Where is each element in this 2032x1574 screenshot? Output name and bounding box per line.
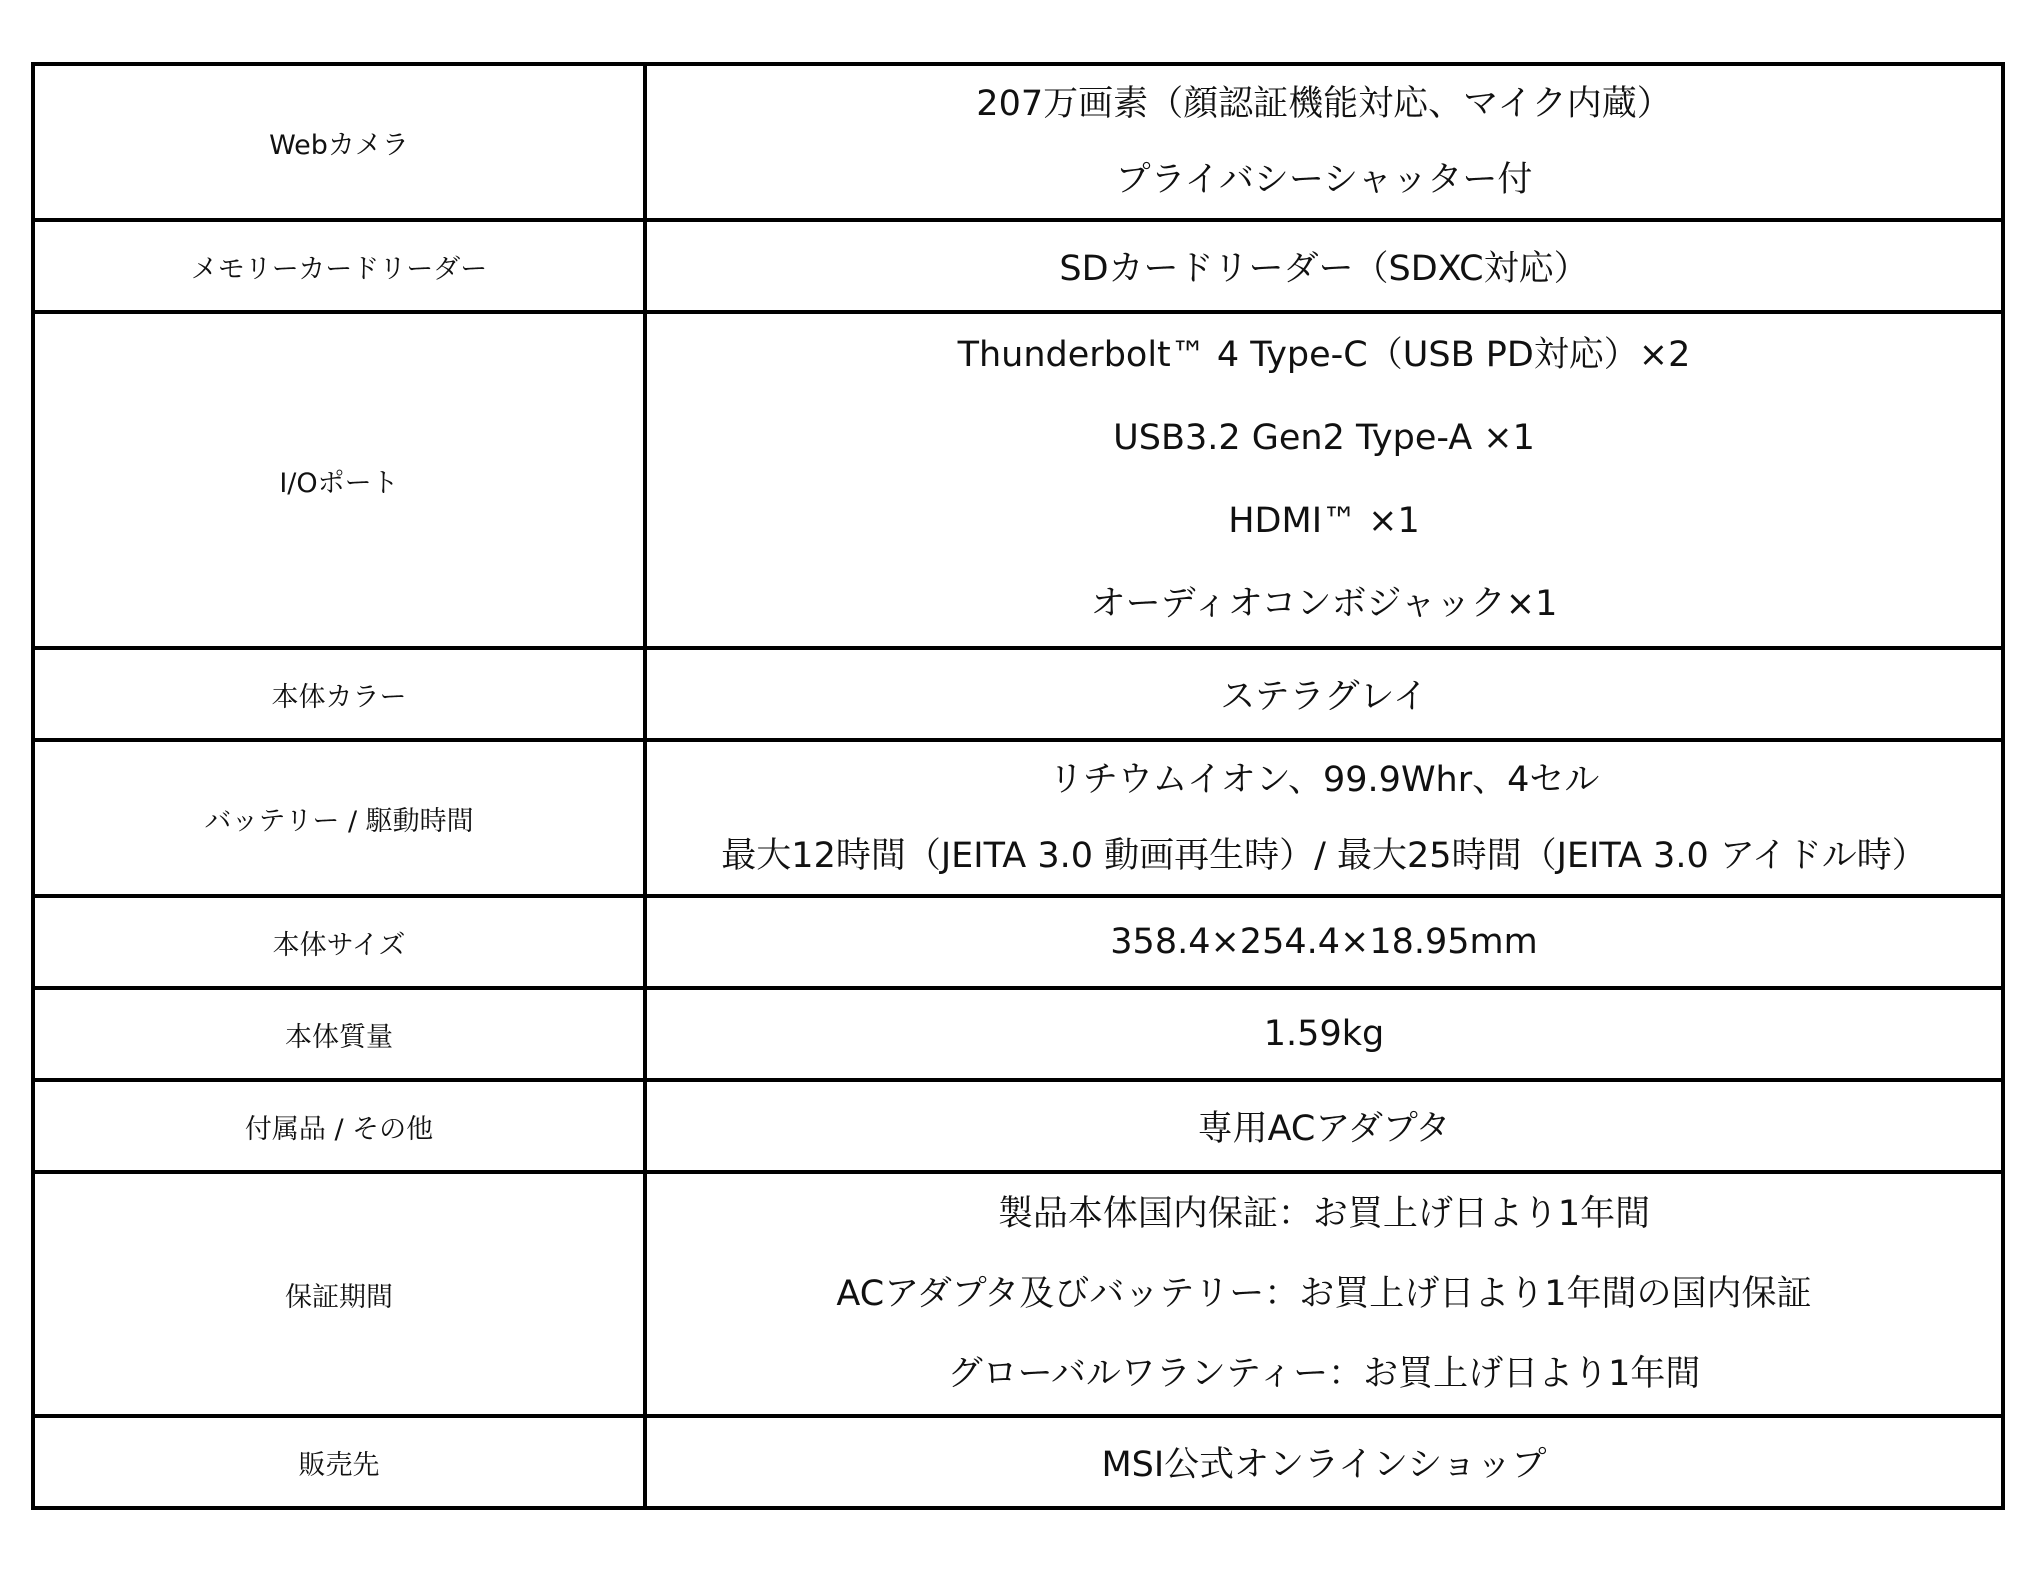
spec-label: I/Oポート: [33, 312, 645, 648]
spec-value: [645, 1080, 2003, 1172]
spec-value: [645, 1416, 2003, 1508]
spec-value: [645, 220, 2003, 312]
spec-value: [645, 1172, 2003, 1416]
spec-label: 本体質量: [33, 988, 645, 1080]
spec-row-color: [33, 648, 2003, 740]
spec-label: 付属品 / その他: [33, 1080, 645, 1172]
spec-label: 本体カラー: [33, 648, 645, 740]
spec-value-line: 製品本体国内保証：お買上げ日より1年間: [997, 1194, 1651, 1234]
spec-label: メモリーカードリーダー: [33, 220, 645, 312]
spec-label: バッテリー / 駆動時間: [33, 740, 645, 896]
spec-value-line: オーディオコンボジャック×1: [1090, 584, 1558, 624]
spec-value-line: リチウムイオン、99.9Whr、4セル: [1048, 760, 1600, 800]
spec-value-line: ACアダプタ及びバッテリー：お買上げ日より1年間の国内保証: [836, 1274, 1812, 1314]
spec-row-retailer: [33, 1416, 2003, 1508]
spec-value: [645, 312, 2003, 648]
spec-row-io-ports: [33, 312, 2003, 648]
spec-label: 保証期間: [33, 1172, 645, 1416]
spec-row-size: [33, 896, 2003, 988]
spec-value: [645, 988, 2003, 1080]
spec-row-accessories: [33, 1080, 2003, 1172]
spec-value-line: 最大12時間（JEITA 3.0 動画再生時）/ 最大25時間（JEITA 3.0 アイドル時）: [721, 836, 1927, 876]
spec-row-card-reader: [33, 220, 2003, 312]
spec-label: 販売先: [33, 1416, 645, 1508]
spec-label: Webカメラ: [33, 64, 645, 220]
spec-value-line: MSI公式オンラインショップ: [1101, 1445, 1547, 1485]
spec-value-line: 207万画素（顔認証機能対応、マイク内蔵）: [976, 84, 1672, 124]
spec-value-line: 358.4×254.4×18.95mm: [1110, 922, 1538, 962]
spec-row-webcam: [33, 64, 2003, 220]
spec-value-line: HDMI™ ×1: [1228, 501, 1420, 541]
spec-value: [645, 896, 2003, 988]
spec-row-weight: [33, 988, 2003, 1080]
spec-value-line: 1.59kg: [1263, 1014, 1385, 1054]
spec-row-warranty: [33, 1172, 2003, 1416]
spec-value-line: USB3.2 Gen2 Type-A ×1: [1113, 418, 1535, 458]
spec-label: 本体サイズ: [33, 896, 645, 988]
spec-value-line: SDカードリーダー（SDXC対応）: [1059, 249, 1589, 289]
spec-value: [645, 740, 2003, 896]
spec-row-battery: [33, 740, 2003, 896]
spec-value-line: プライバシーシャッター付: [1115, 160, 1533, 200]
spec-value-line: Thunderbolt™ 4 Type-C（USB PD対応）×2: [957, 335, 1691, 375]
spec-value-line: 専用ACアダプタ: [1197, 1109, 1451, 1149]
spec-table: [31, 62, 2005, 1510]
spec-value-line: ステラグレイ: [1220, 677, 1428, 717]
spec-value-line: グローバルワランティー：お買上げ日より1年間: [947, 1354, 1701, 1394]
spec-value: [645, 64, 2003, 220]
spec-value: [645, 648, 2003, 740]
